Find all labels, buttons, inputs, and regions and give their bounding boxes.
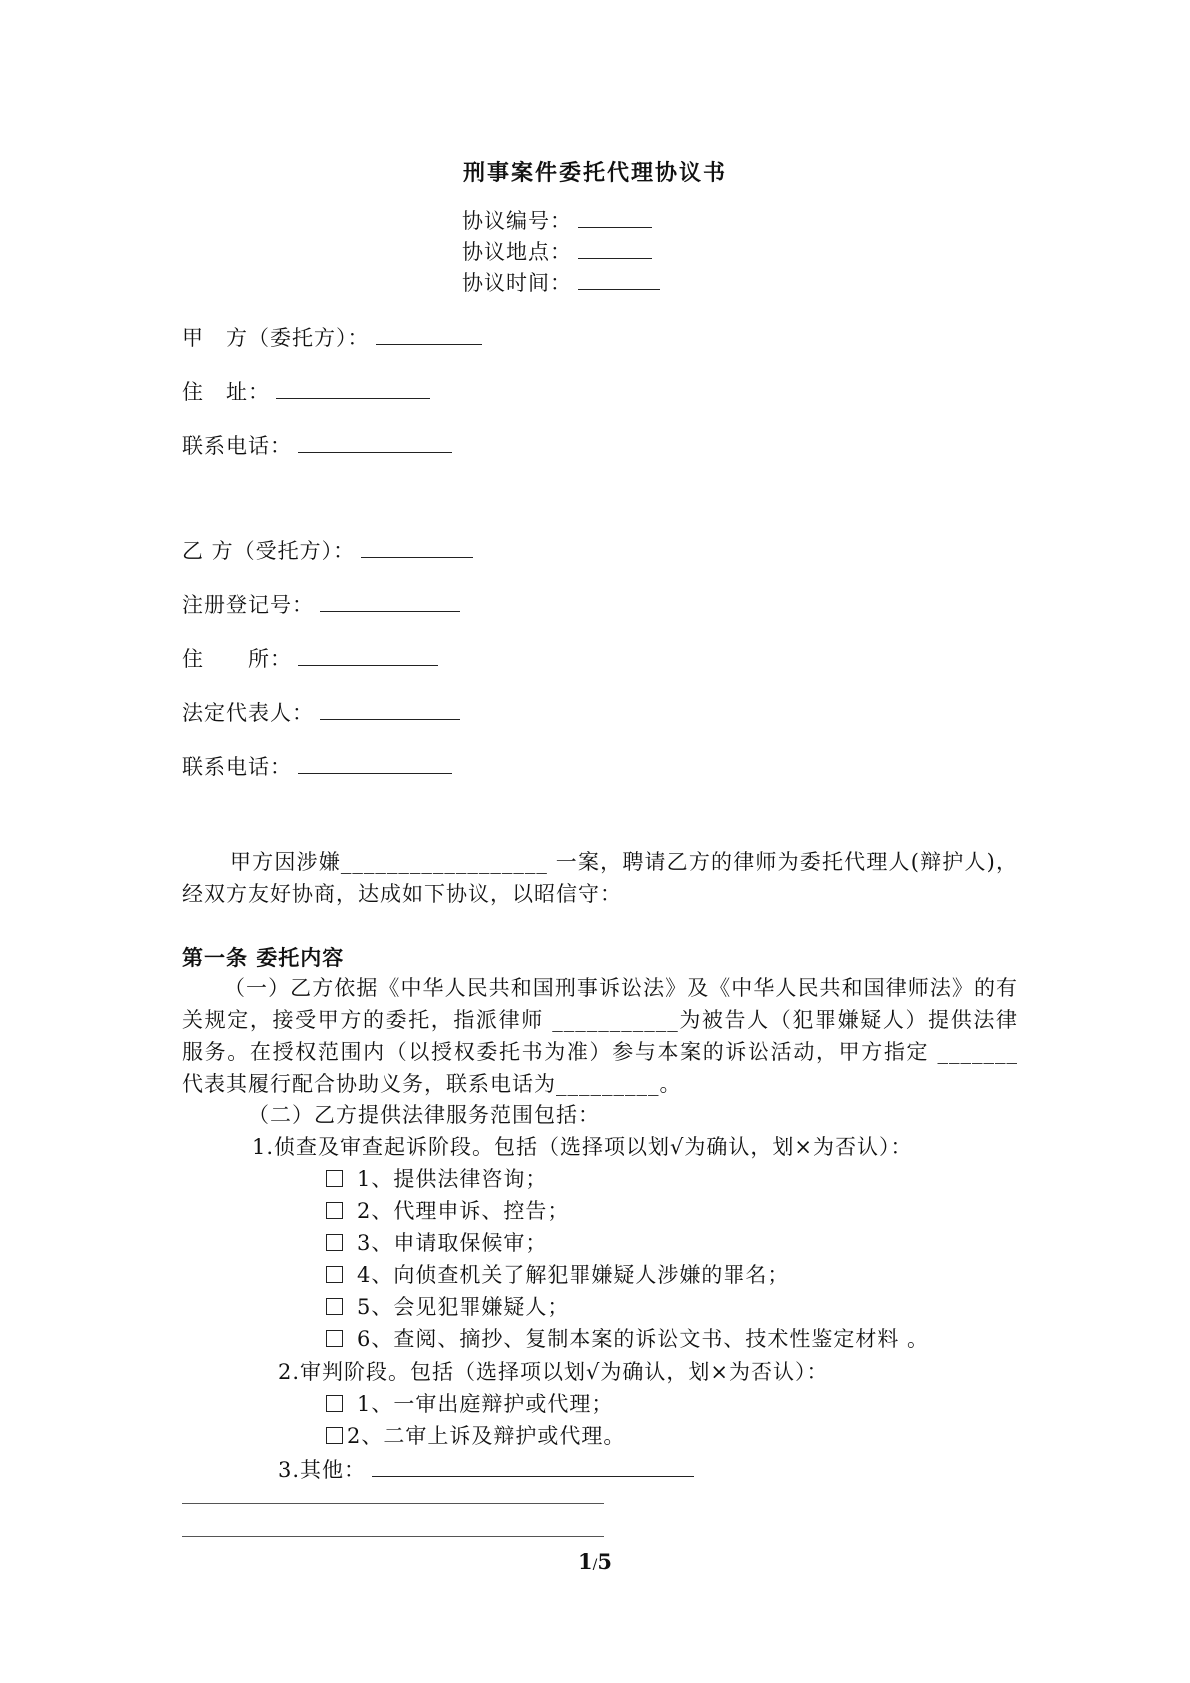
stage-1-item bbox=[326, 1323, 929, 1353]
stage-1-item-text: 6、查阅、摘抄、复制本案的诉讼文书、技术性鉴定材料 。 bbox=[357, 1327, 930, 1351]
party-b-label: 乙 方（受托方）： bbox=[182, 539, 356, 563]
checkbox[interactable] bbox=[326, 1298, 343, 1315]
party-a-blank bbox=[376, 326, 482, 345]
stage-1-heading: 1.侦查及审查起诉阶段。包括（选择项以划√为确认，划×为否认）： bbox=[252, 1135, 913, 1159]
party-a-label: 甲 方（委托方）： bbox=[182, 326, 370, 350]
party-b-legal-rep-label: 法定代表人： bbox=[182, 701, 314, 725]
party-b-residence-label: 住 所： bbox=[182, 647, 292, 671]
agreement-number-line bbox=[462, 205, 652, 235]
checkbox[interactable] bbox=[326, 1202, 343, 1219]
checkbox[interactable] bbox=[326, 1395, 343, 1412]
page-separator: / bbox=[592, 1557, 598, 1573]
article-1-paragraph-2: （二）乙方提供法律服务范围包括： bbox=[248, 1103, 600, 1127]
intro-paragraph: 甲方因涉嫌__________________ 一案，聘请乙方的律师为委托代理人(辩护人)，经双方友好协商，达成如下协议，以昭信守： bbox=[182, 850, 1018, 906]
party-a-line bbox=[182, 322, 482, 352]
stage-1-item bbox=[326, 1163, 547, 1193]
stage-1-item-text: 4、向侦查机关了解犯罪嫌疑人涉嫌的罪名； bbox=[357, 1263, 790, 1287]
footer-rule bbox=[182, 1503, 604, 1504]
stage-1-item-text: 2、代理申诉、控告； bbox=[357, 1199, 570, 1223]
party-b-phone-blank bbox=[298, 755, 452, 774]
article-1-paragraph-1: （一）乙方依据《中华人民共和国刑事诉讼法》及《中华人民共和国律师法》的有关规定，接受甲方的委托，指派律师 ___________为被告人（犯罪嫌疑人）提供法律服务。在授权范围内（以授权委托书为准）参与本案的诉讼活动，甲方指定 _______代表其履行配合协助义务，联系电话为_________。 bbox=[182, 976, 1018, 1096]
stage-2-item-text: 1、一审出庭辩护或代理； bbox=[357, 1392, 614, 1416]
stage-1-item-text: 1、提供法律咨询； bbox=[357, 1167, 548, 1191]
page-number bbox=[0, 1549, 1190, 1574]
party-b-line bbox=[182, 535, 473, 565]
checkbox[interactable] bbox=[326, 1330, 343, 1347]
stage-1-item-text: 5、会见犯罪嫌疑人； bbox=[357, 1295, 570, 1319]
party-b-legal-rep-line bbox=[182, 697, 460, 727]
agreement-location-blank bbox=[578, 240, 652, 259]
party-a-address-line bbox=[182, 376, 430, 406]
other-line bbox=[278, 1454, 694, 1484]
agreement-location-label: 协议地点： bbox=[462, 240, 572, 264]
agreement-time-label: 协议时间： bbox=[462, 271, 572, 295]
stage-2-item bbox=[326, 1388, 613, 1418]
checkbox[interactable] bbox=[326, 1266, 343, 1283]
stage-1-item bbox=[326, 1291, 569, 1321]
party-b-blank bbox=[361, 539, 473, 558]
party-b-reg-blank bbox=[320, 593, 460, 612]
party-b-reg-line bbox=[182, 589, 460, 619]
party-b-legal-rep-blank bbox=[320, 701, 460, 720]
page-total: 5 bbox=[597, 1549, 612, 1574]
agreement-location-line bbox=[462, 236, 652, 266]
party-b-residence-blank bbox=[298, 647, 438, 666]
party-b-residence-line bbox=[182, 643, 438, 673]
article-1-heading: 第一条 委托内容 bbox=[182, 945, 345, 970]
checkbox[interactable] bbox=[326, 1170, 343, 1187]
stage-2-heading: 2.审判阶段。包括（选择项以划√为确认，划×为否认）： bbox=[278, 1360, 829, 1384]
party-b-phone-line bbox=[182, 751, 452, 781]
agreement-time-blank bbox=[578, 271, 660, 290]
footer-rule bbox=[182, 1536, 604, 1537]
party-a-phone-line bbox=[182, 430, 452, 460]
stage-2-item-text: 2、二审上诉及辩护或代理。 bbox=[347, 1424, 626, 1448]
party-b-reg-label: 注册登记号： bbox=[182, 593, 314, 617]
checkbox[interactable] bbox=[326, 1427, 343, 1444]
other-label: 3.其他： bbox=[278, 1458, 367, 1482]
document-title: 刑事案件委托代理协议书 bbox=[462, 160, 727, 186]
checkbox[interactable] bbox=[326, 1234, 343, 1251]
page-current: 1 bbox=[578, 1549, 593, 1574]
party-a-phone-label: 联系电话： bbox=[182, 434, 292, 458]
agreement-number-blank bbox=[578, 209, 652, 228]
party-a-phone-blank bbox=[298, 434, 452, 453]
stage-1-item bbox=[326, 1227, 547, 1257]
other-blank bbox=[372, 1458, 694, 1477]
stage-1-item-text: 3、申请取保候审； bbox=[357, 1231, 548, 1255]
agreement-number-label: 协议编号： bbox=[462, 209, 572, 233]
stage-2-item bbox=[326, 1420, 625, 1450]
party-a-address-label: 住 址： bbox=[182, 380, 270, 404]
stage-1-item bbox=[326, 1195, 569, 1225]
agreement-time-line bbox=[462, 267, 660, 297]
party-a-address-blank bbox=[276, 380, 430, 399]
party-b-phone-label: 联系电话： bbox=[182, 755, 292, 779]
stage-1-item bbox=[326, 1259, 789, 1289]
